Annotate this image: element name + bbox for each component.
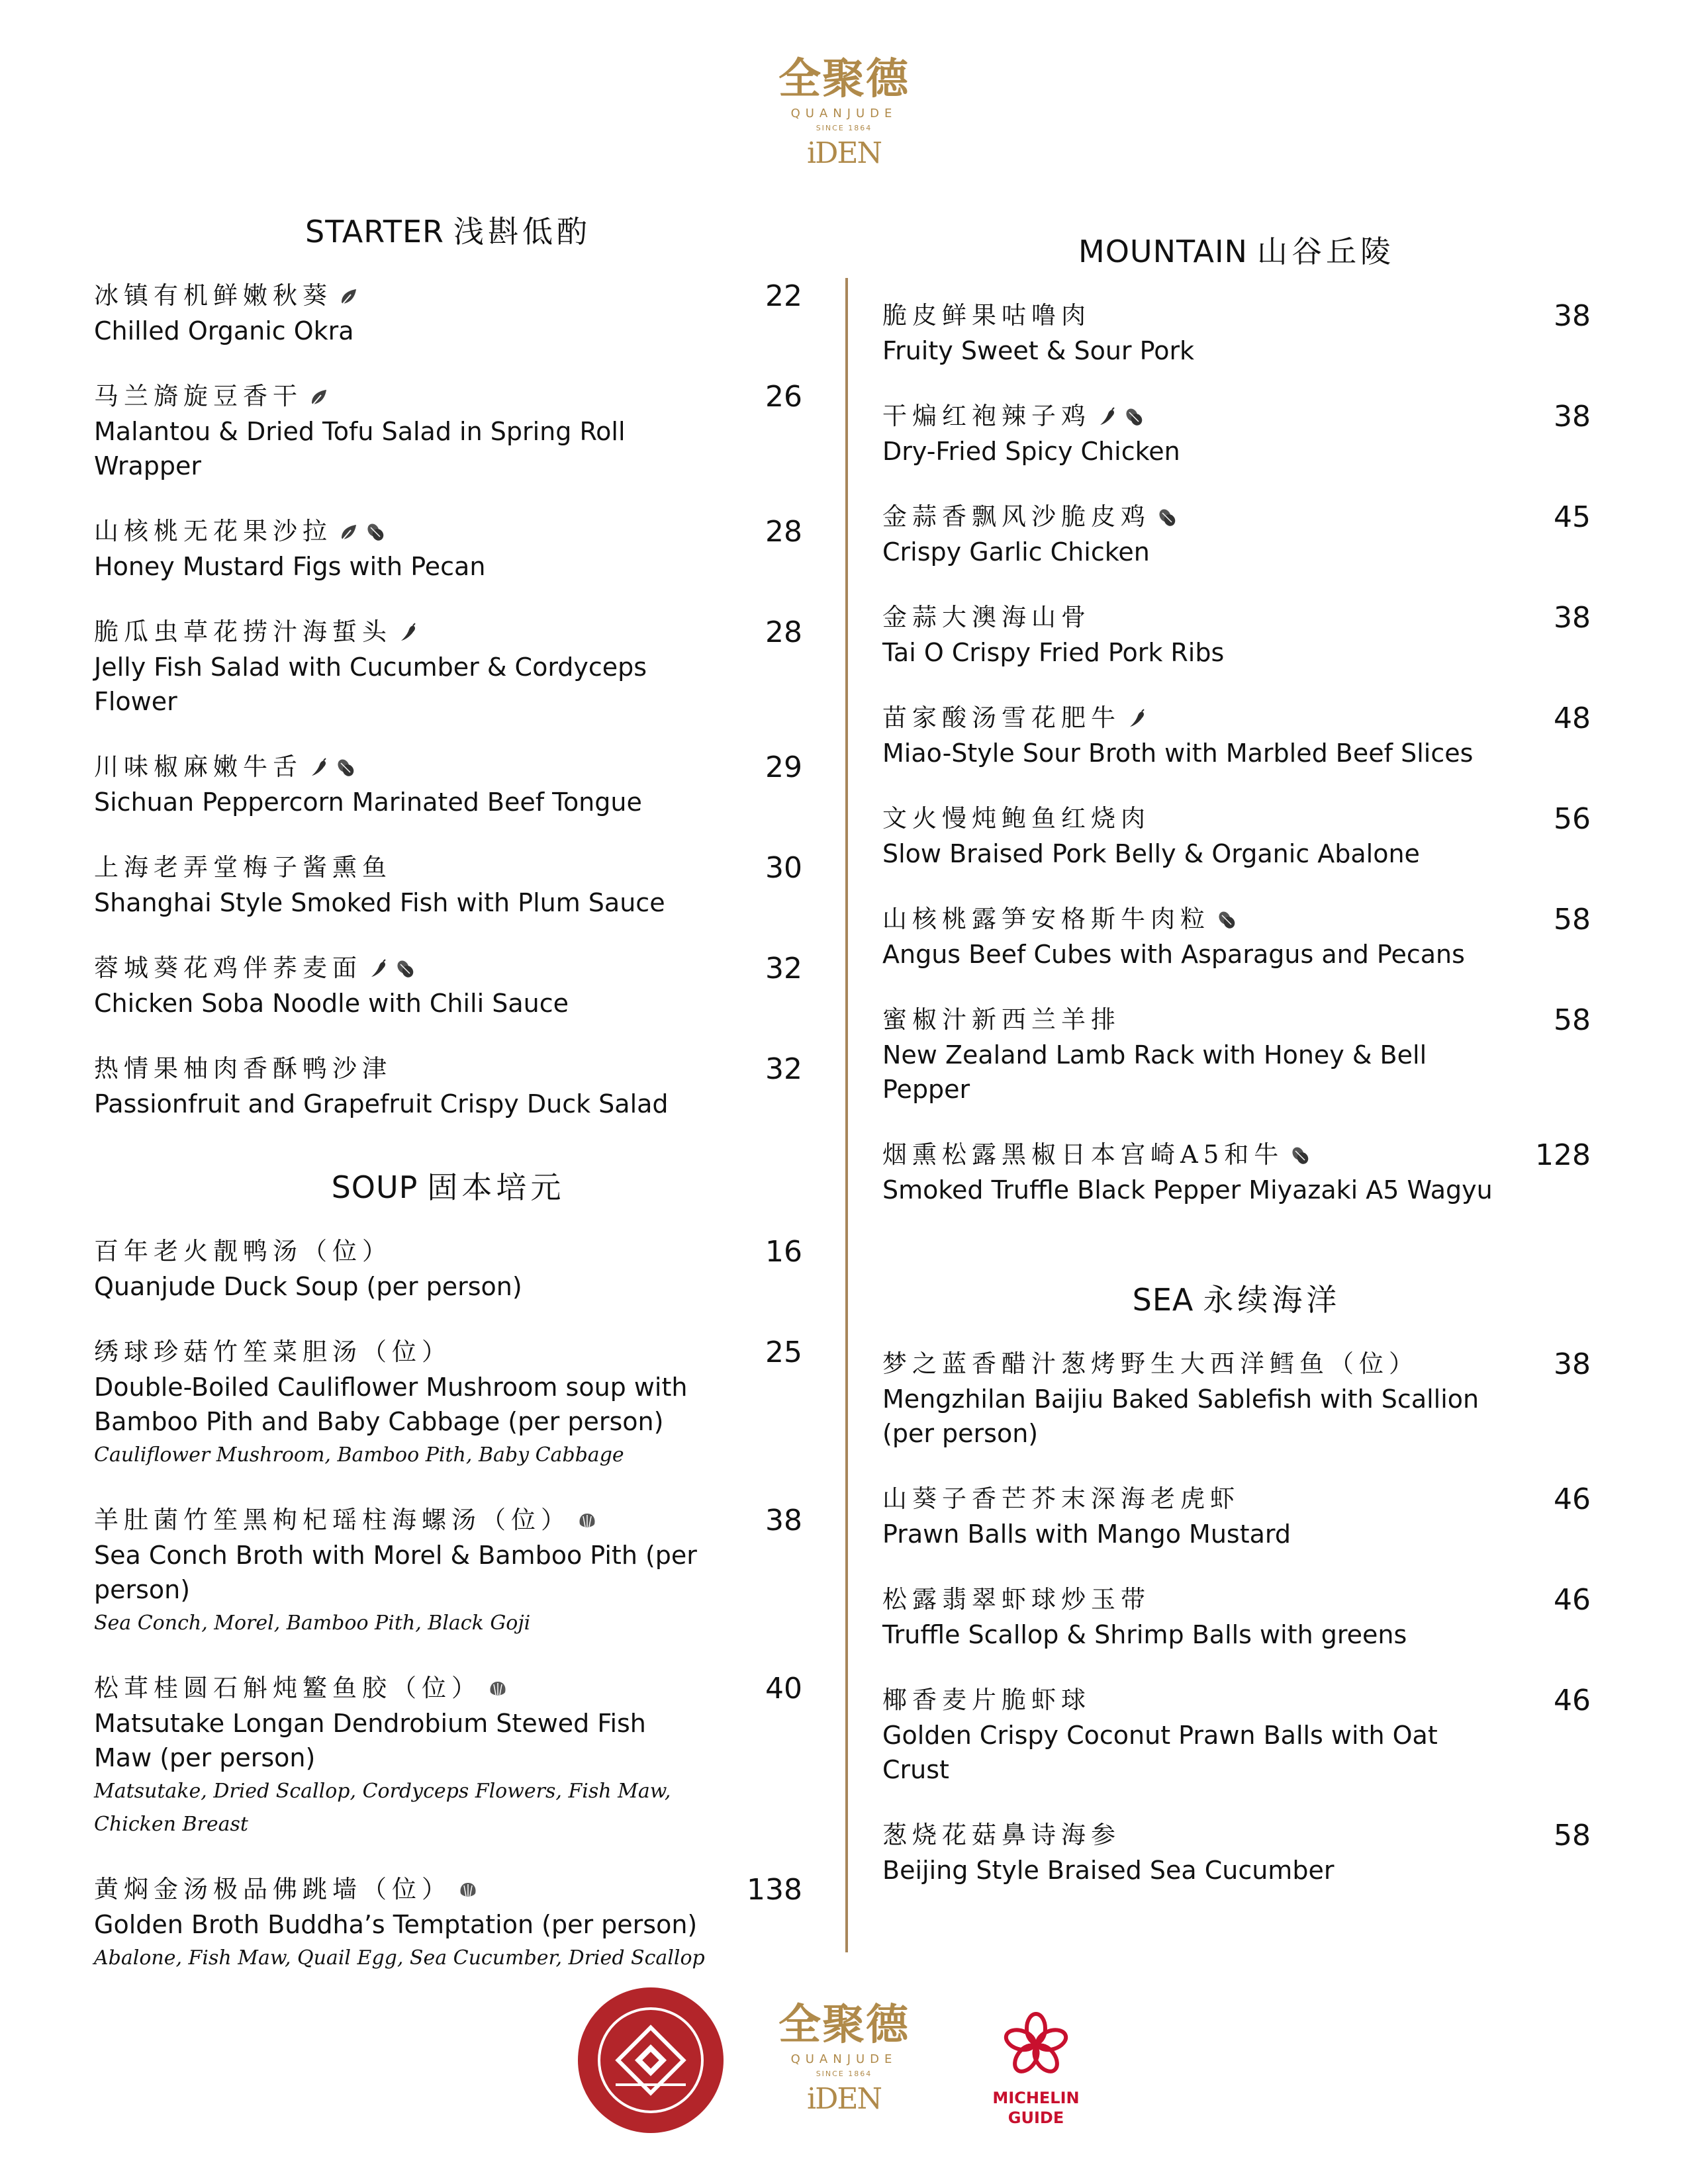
shellfish-icon — [488, 1673, 508, 1693]
menu-item — [94, 1334, 802, 1472]
nut-icon — [1124, 401, 1144, 421]
chili-icon — [1098, 401, 1117, 421]
menu-item-name-en: Crispy Garlic Chicken — [882, 537, 1150, 567]
brand-name-cn: 全聚德 — [778, 2000, 910, 2050]
menu-item-name-en: Truffle Scallop & Shrimp Balls with greens — [882, 1620, 1407, 1649]
menu-item-name-cn — [882, 1346, 1498, 1382]
menu-item-price: 48 — [1554, 702, 1591, 735]
brand-name-en: QUANJUDE — [790, 2052, 898, 2066]
menu-item-name-cn — [882, 1002, 1498, 1038]
menu-item — [94, 1670, 802, 1841]
menu-item — [882, 801, 1591, 871]
menu-item-name-cn — [94, 850, 710, 886]
menu-item — [882, 398, 1591, 469]
brand-sub: iDEN — [807, 136, 881, 170]
menu-item-name-cn-text: 金蒜香飘风沙脆皮鸡 — [882, 502, 1150, 531]
footer-logos — [0, 1985, 1688, 2158]
menu-item-name-cn — [94, 1502, 710, 1538]
leaf-icon — [339, 516, 359, 536]
chili-icon — [1127, 703, 1147, 723]
heritage-seal-icon — [576, 1985, 726, 2135]
brand-name-cn: 全聚德 — [778, 54, 910, 104]
menu-item-ingredients: Abalone, Fish Maw, Quail Egg, Sea Cucumber, Dried Scallop — [94, 1946, 705, 1970]
brand-logo-bottom — [778, 1999, 910, 2118]
menu-item-name-en: Smoked Truffle Black Pepper Miyazaki A5 Wagyu — [882, 1175, 1493, 1205]
sea-list — [882, 1346, 1591, 1888]
menu-item-name-cn — [94, 514, 710, 549]
menu-item-price: 38 — [1554, 299, 1591, 333]
brand-sub: iDEN — [807, 2082, 881, 2116]
menu-item-name-cn-text: 松露翡翠虾球炒玉带 — [882, 1585, 1150, 1614]
menu-item-name-en: Miao-Style Sour Broth with Marbled Beef Slices — [882, 739, 1474, 768]
menu-item-name-cn-text: 上海老弄堂梅子酱熏鱼 — [94, 853, 392, 882]
menu-item-ingredients: Matsutake, Dried Scallop, Cordyceps Flowers, Fish Maw, Chicken Breast — [94, 1780, 671, 1836]
menu-item — [882, 901, 1591, 972]
menu-item-price: 56 — [1554, 802, 1591, 836]
menu-item-name-cn — [94, 614, 710, 650]
menu-item-name-cn-text: 梦之蓝香醋汁葱烤野生大西洋鳕鱼（位） — [882, 1349, 1419, 1378]
menu-item-name-en: Fruity Sweet & Sour Pork — [882, 336, 1195, 365]
shellfish-icon — [577, 1505, 597, 1525]
chili-icon — [309, 752, 329, 772]
michelin-logo — [963, 2009, 1109, 2128]
menu-item-ingredients: Cauliflower Mushroom, Bamboo Pith, Baby Cabbage — [94, 1443, 624, 1467]
menu-item-name-cn-text: 文火慢炖鲍鱼红烧肉 — [882, 804, 1150, 833]
nut-icon — [1217, 904, 1237, 924]
menu-item-name-cn-text: 川味椒麻嫩牛舌 — [94, 752, 303, 781]
menu-item-name-cn-text: 百年老火靓鸭汤（位） — [94, 1237, 392, 1265]
right-column — [882, 232, 1591, 1918]
menu-item — [94, 278, 802, 348]
menu-item-name-cn-text: 山葵子香芒芥末深海老虎虾 — [882, 1484, 1240, 1513]
section-title-cn: 永续海洋 — [1203, 1282, 1341, 1318]
menu-item — [882, 1346, 1591, 1451]
menu-item-price: 25 — [765, 1336, 802, 1369]
menu-item-price: 40 — [765, 1672, 802, 1706]
michelin-label: MICHELIN GUIDE — [992, 2089, 1080, 2127]
menu-item-name-en: Jelly Fish Salad with Cucumber & Cordyceps Flower — [94, 653, 647, 716]
starter-list — [94, 278, 802, 1121]
menu-item-name-cn-text: 绣球珍菇竹笙菜胆汤（位） — [94, 1338, 451, 1366]
leaf-icon — [339, 281, 359, 300]
menu-item-price: 128 — [1535, 1138, 1591, 1172]
menu-item-price: 38 — [765, 1504, 802, 1537]
menu-item — [882, 600, 1591, 670]
menu-item — [882, 1137, 1591, 1207]
section-title-soup — [94, 1167, 802, 1207]
menu-item — [94, 1234, 802, 1304]
menu-item-price: 32 — [765, 952, 802, 985]
menu-item-name-cn — [882, 1817, 1498, 1853]
section-title-en: SEA — [1132, 1282, 1194, 1318]
menu-item — [94, 514, 802, 584]
menu-item-name-cn-text: 黄焖金汤极品佛跳墙（位） — [94, 1875, 451, 1903]
nut-icon — [395, 953, 415, 973]
nut-icon — [336, 752, 355, 772]
menu-item-name-cn-text: 山核桃露笋安格斯牛肉粒 — [882, 905, 1210, 933]
menu-item-price: 28 — [765, 515, 802, 549]
menu-item-name-en: Tai O Crispy Fried Pork Ribs — [882, 638, 1225, 667]
menu-item-name-cn-text: 葱烧花菇鼻诗海参 — [882, 1821, 1121, 1849]
mountain-list — [882, 298, 1591, 1207]
menu-item — [94, 950, 802, 1021]
menu-item-name-cn-text: 椰香麦片脆虾球 — [882, 1686, 1091, 1714]
menu-item-name-cn — [94, 749, 710, 785]
section-title-cn: 浅斟低酌 — [453, 214, 591, 250]
menu-item-name-cn — [882, 700, 1498, 736]
menu-item-price: 46 — [1554, 1583, 1591, 1617]
menu-item-price: 58 — [1554, 1819, 1591, 1852]
menu-item-name-en: Honey Mustard Figs with Pecan — [94, 552, 486, 581]
menu-item-price: 58 — [1554, 1003, 1591, 1037]
shellfish-icon — [458, 1874, 478, 1894]
menu-item-name-en: Beijing Style Braised Sea Cucumber — [882, 1856, 1335, 1885]
menu-item-name-en: Prawn Balls with Mango Mustard — [882, 1520, 1291, 1549]
menu-item-price: 22 — [765, 279, 802, 313]
menu-item-name-en: Mengzhilan Baijiu Baked Sablefish with Scallion (per person) — [882, 1385, 1479, 1448]
menu-item-ingredients: Sea Conch, Morel, Bamboo Pith, Black Goji — [94, 1612, 531, 1635]
menu-item-price: 32 — [765, 1052, 802, 1086]
section-title-mountain — [882, 232, 1591, 271]
menu-item-price: 28 — [765, 615, 802, 649]
menu-item-price: 38 — [1554, 601, 1591, 635]
menu-item-price: 45 — [1554, 500, 1591, 534]
menu-item — [882, 1582, 1591, 1652]
menu-item-name-cn — [94, 379, 710, 414]
menu-item-name-cn — [882, 1682, 1498, 1718]
menu-item-price: 29 — [765, 751, 802, 784]
nut-icon — [1157, 502, 1177, 522]
menu-item-name-cn — [882, 1481, 1498, 1517]
menu-item — [94, 614, 802, 719]
left-column — [94, 212, 802, 2005]
menu-item-name-cn-text: 山核桃无花果沙拉 — [94, 517, 332, 545]
menu-item-name-cn — [882, 1582, 1498, 1617]
michelin-flower-icon — [1000, 2009, 1072, 2081]
nut-icon — [365, 516, 385, 536]
menu-item-name-en: New Zealand Lamb Rack with Honey & Bell Pepper — [882, 1040, 1427, 1104]
brand-since: SINCE 1864 — [816, 124, 872, 132]
menu-item-name-en: Passionfruit and Grapefruit Crispy Duck Salad — [94, 1089, 669, 1118]
chili-icon — [369, 953, 389, 973]
menu-item — [882, 1002, 1591, 1107]
menu-item-price: 58 — [1554, 903, 1591, 936]
section-title-cn: 山谷丘陵 — [1256, 234, 1395, 269]
menu-item-name-cn-text: 苗家酸汤雪花肥牛 — [882, 704, 1121, 732]
section-title-en: MOUNTAIN — [1078, 234, 1248, 269]
menu-item-name-cn-text: 烟熏松露黑椒日本宫崎A5和牛 — [882, 1140, 1284, 1169]
menu-item-name-cn-text: 松茸桂圆石斛炖鳘鱼胶（位） — [94, 1674, 481, 1702]
menu-item — [94, 1502, 802, 1640]
chili-icon — [399, 617, 418, 637]
menu-item-name-en: Dry-Fried Spicy Chicken — [882, 437, 1180, 466]
menu-item-name-en: Malantou & Dried Tofu Salad in Spring Roll Wrapper — [94, 417, 626, 480]
brand-logo-top — [778, 53, 910, 172]
menu-item-name-cn — [94, 1051, 710, 1087]
menu-item-price: 38 — [1554, 400, 1591, 433]
menu-item-name-cn-text: 金蒜大澳海山骨 — [882, 603, 1091, 631]
menu-item — [94, 850, 802, 920]
menu-item-name-en: Golden Broth Buddha’s Temptation (per person) — [94, 1910, 698, 1939]
menu-item-name-cn-text: 脆皮鲜果咕噜肉 — [882, 301, 1091, 330]
menu-item-name-en: Angus Beef Cubes with Asparagus and Pecans — [882, 940, 1465, 969]
menu-item-price: 46 — [1554, 1684, 1591, 1717]
menu-item-name-cn-text: 冰镇有机鲜嫩秋葵 — [94, 281, 332, 310]
soup-list — [94, 1234, 802, 1975]
menu-item-name-cn-text: 蓉城葵花鸡伴荞麦面 — [94, 954, 362, 982]
menu-item-name-cn-text: 马兰旖旋豆香干 — [94, 382, 303, 410]
menu-item-name-cn — [94, 1334, 710, 1370]
menu-item-name-en: Matsutake Longan Dendrobium Stewed Fish Maw (per person) — [94, 1709, 646, 1772]
menu-item-name-cn — [882, 901, 1498, 937]
section-title-sea — [882, 1280, 1591, 1320]
menu-item-name-cn — [94, 1872, 710, 1907]
menu-item-name-en: Chilled Organic Okra — [94, 316, 354, 345]
brand-name-en: QUANJUDE — [790, 107, 898, 120]
menu-item — [882, 1682, 1591, 1787]
nut-icon — [1290, 1140, 1310, 1160]
menu-item-name-cn — [94, 1670, 710, 1706]
menu-item-name-cn — [94, 278, 710, 314]
menu-item-name-en: Golden Crispy Coconut Prawn Balls with Oat Crust — [882, 1721, 1438, 1784]
section-title-starter — [94, 212, 802, 251]
menu-item-name-cn — [882, 1137, 1498, 1173]
menu-item-name-en: Double-Boiled Cauliflower Mushroom soup with Bamboo Pith and Baby Cabbage (per person) — [94, 1373, 688, 1436]
menu-item — [882, 499, 1591, 569]
menu-item-name-cn-text: 脆瓜虫草花捞汁海蜇头 — [94, 617, 392, 646]
section-title-en: SOUP — [331, 1169, 418, 1205]
menu-item-name-cn — [882, 600, 1498, 635]
menu-item-price: 30 — [765, 851, 802, 885]
column-divider — [845, 278, 848, 1952]
menu-item-price: 46 — [1554, 1482, 1591, 1516]
menu-item — [94, 749, 802, 819]
menu-item-price: 38 — [1554, 1347, 1591, 1381]
section-title-en: STARTER — [305, 214, 444, 250]
menu-item — [882, 298, 1591, 368]
menu-item-name-cn-text: 热情果柚肉香酥鸭沙津 — [94, 1054, 392, 1083]
menu-item-name-en: Sichuan Peppercorn Marinated Beef Tongue — [94, 788, 642, 817]
menu-item-name-en: Shanghai Style Smoked Fish with Plum Sauce — [94, 888, 665, 917]
menu-item — [882, 700, 1591, 770]
menu-item-name-cn — [882, 298, 1498, 334]
menu-item-name-cn — [882, 801, 1498, 837]
menu-item-name-cn-text: 羊肚菌竹笙黑枸杞瑶柱海螺汤（位） — [94, 1506, 571, 1534]
menu-item-name-en: Quanjude Duck Soup (per person) — [94, 1272, 522, 1301]
menu-item-name-cn-text: 干煸红袍辣子鸡 — [882, 402, 1091, 430]
menu-item-name-cn — [94, 950, 710, 986]
menu-item — [882, 1817, 1591, 1888]
section-title-cn: 固本培元 — [427, 1169, 565, 1205]
menu-item — [882, 1481, 1591, 1551]
leaf-icon — [309, 381, 329, 401]
menu-item-name-en: Slow Braised Pork Belly & Organic Abalone — [882, 839, 1420, 868]
menu-item-price: 138 — [747, 1873, 802, 1907]
menu-item-price: 16 — [765, 1235, 802, 1269]
menu-item — [94, 1872, 802, 1975]
menu-item-name-en: Chicken Soba Noodle with Chili Sauce — [94, 989, 569, 1018]
menu-item-name-cn — [882, 499, 1498, 535]
menu-item-name-cn — [882, 398, 1498, 434]
menu-item-name-cn — [94, 1234, 710, 1269]
menu-item-price: 26 — [765, 380, 802, 414]
menu-item — [94, 1051, 802, 1121]
brand-since: SINCE 1864 — [816, 2070, 872, 2078]
menu-item — [94, 379, 802, 483]
menu-item-name-cn-text: 蜜椒汁新西兰羊排 — [882, 1005, 1121, 1034]
menu-item-name-en: Sea Conch Broth with Morel & Bamboo Pith (per person) — [94, 1541, 697, 1604]
